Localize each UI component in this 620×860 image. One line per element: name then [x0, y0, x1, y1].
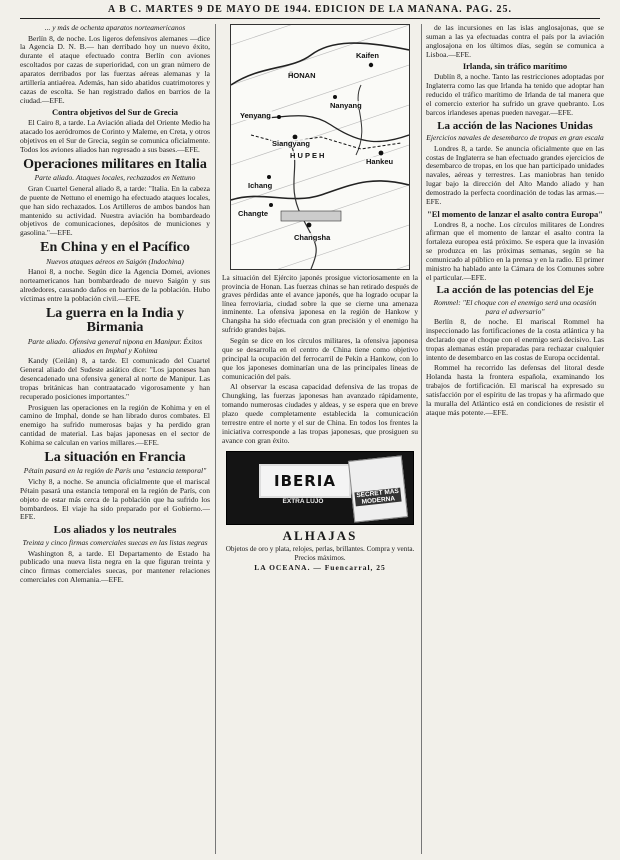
article-paragraph: Kandy (Ceilán) 8, a tarde. El comunicado del Cuartel General aliado del Sudeste asiático dice: "Los japoneses han desencadenado una ofensiva general al norte de Manipur. Las tropas británicas han contraatacado vigorosamente y han recuperado posiciones importantes."	[20, 356, 210, 401]
article-paragraph: El Cairo 8, a tarde. La Aviación aliada del Oriente Medio ha atacado los aeródromos de Corinto y Maleme, en Creta, y otros objetivos en el Sur de Grecia, según se comunica oficialmente. Todos los aviones aliados han regresado a sus bases.—EFE.	[20, 118, 210, 154]
war-map	[230, 24, 410, 270]
ad-subbrand: EXTRA LUJO	[282, 498, 324, 506]
headline-francia: La situación en Francia	[44, 449, 186, 465]
article-paragraph: Londres 8, a noche. Los círculos militares de Londres afirman que el momento de lanzar el asalto contra la fortaleza europea está próximo. Se espera que la invasión se produzca en las próximas semanas, según se ha comunicado al público en la prensa y en la radio. El primer ministro ha hablado ante la Cámara de los Comunes sobre el particular.—EFE.	[426, 219, 604, 282]
map-label-changte: Changte	[238, 209, 268, 218]
headline-aliados-neutrales: Los aliados y los neutrales	[53, 524, 177, 537]
map-label-nanyang: Nanyang	[330, 101, 362, 110]
column-rule	[421, 24, 422, 854]
ad-brand: IBERIA	[259, 464, 351, 498]
subheadline-saigon: Nuevos ataques aéreos en Saigón (Indochina)	[46, 256, 184, 266]
masthead: A B C. MARTES 9 DE MAYO DE 1944. EDICION DE LA MAÑANA. PAG. 25.	[20, 4, 600, 19]
subheadline-petain: Pétain pasará en la región de París una "estancia temporal"	[23, 466, 207, 476]
map-label-hupeh: H U P E H	[290, 151, 325, 160]
article-paragraph: Londres 8, a tarde. Se anuncia oficialmente que en las costas de Inglaterra se han efectuado grandes ejercicios de desembarco de tropas, en los que han participado unidades navales, aéreas y terrestres. Las maniobras han tenido lugar bajo la dirección del Alto Mando aliado y han demostrado la perfecta coordinación de todas las armas.—EFE.	[426, 143, 604, 206]
alhajas-heading: ALHAJAS	[282, 528, 358, 544]
headline-asalto-europa: "El momento de lanzar el asalto contra Europa"	[426, 208, 604, 219]
ad-box-text: SECRET MAS MODERNA	[354, 488, 401, 507]
article-paragraph: Según se dice en los círculos militares, la ofensiva japonesa que se desarrolla en el centro de China tiene como objetivo principal la ocupación del ferrocarril de Pekín a Hankow, con lo que los japoneses dominarían una de las principales líneas de comunicación del país.	[222, 336, 418, 381]
article-paragraph: Vichy 8, a noche. Se anuncia oficialmente que el mariscal Pétain pasará una estancia temporal en la región de París, con objeto de estar más cerca de la población que ha sufrido los bombardeos. El viaje ha sido preparado por el Gobierno.—EFE.	[20, 477, 210, 522]
article-paragraph: Dublín 8, a noche. Tanto las restricciones adoptadas por Inglaterra como las que Irlanda ha tenido que adoptar han reducido el tráfico marítimo de Irlanda de tal manera que el comercio exterior ha sufrido un grave quebranto. Los barcos irlandeses apenas pueden navegar.—EFE.	[426, 72, 604, 117]
article-paragraph: Rommel ha recorrido las defensas del litoral desde Holanda hasta la frontera española, examinando los trabajos de fortificación. El mariscal ha expresado su satisfacción por el espíritu de las tropas y ha afirmado que la muralla del Atlántico está en condiciones de resistir el ataque más potente.—EFE.	[426, 363, 604, 417]
article-paragraph: Al observar la escasa capacidad defensiva de las tropas de Chungking, las fuerzas japonesas han avanzado rápidamente, tomando numerosas ciudades y aldeas, y se espera que en breve plazo quede completamente establecida la comunicación terrestre entre el norte y el sur de China. En todos los frentes la iniciativa corresponde a las tropas japonesas, que prosiguen su avance con gran éxito.	[222, 382, 418, 445]
headline-potencias-eje: La acción de las potencias del Eje	[436, 284, 594, 297]
subheadline-desembarco: Ejercicios navales de desembarco de tropas en gran escala	[426, 133, 604, 143]
alhajas-footer: LA OCEANA. — Fuencarral, 25	[254, 562, 386, 572]
headline-italia: Operaciones militares en Italia	[23, 156, 207, 172]
article-paragraph: Berlín 8, de noche. Los ligeros defensivos alemanes —dice la Agencia D. N. B.— han derribado hoy un nuevo éxito, durante el ataque efectuado contra Berlín con aviones escoltados por cazas de superioridad, con un gran número de aparatos derribados por las fuerzas aéreas alemanas y la artillería antiaérea. Además, han sido abatidos cuatrimotores y cazas de escolta. Se han registrado daños en barrios de la ciudad.—EFE.	[20, 33, 210, 105]
column-1	[20, 24, 210, 854]
map-label-hankow: Hankeu	[366, 157, 394, 166]
column-2	[222, 24, 418, 854]
map-caption: La situación del Ejército japonés prosigue victoriosamente en la provincia de Honan. Las fuerzas chinas se han retirado después de graves pérdidas ante el avance japonés, que ha logrado ocupar la línea ferroviaria, ciudad sobre la que se cierne una amenaza inminente. La ofensiva japonesa en la región de Hankow y Changsha ha sido efectuada con gran precisión y el enemigo ha sufrido grandes bajas.	[222, 273, 418, 334]
map-label-siangyang: Siangyang	[272, 139, 310, 148]
map-label-yenyang: Yenyang	[240, 111, 271, 120]
column-3	[426, 24, 604, 854]
map-label-changsha: Changsha	[294, 233, 331, 242]
headline-grecia: Contra objetivos del Sur de Grecia	[52, 107, 178, 118]
headline-irlanda: Irlanda, sin tráfico marítimo	[462, 61, 568, 72]
alhajas-text: Objetos de oro y plata, relojes, perlas, brillantes. Compra y venta. Precios máximos.	[225, 545, 415, 563]
article-paragraph: Prosiguen las operaciones en la región de Kohima y en el camino de Imphal, donde se han librado duros combates. El enemigo ha sufrido numerosas bajas y ha perdido gran cantidad de material. Las bajas japonesas en el sector de Kohima se calculan en varios millares.—EFE.	[20, 402, 210, 447]
article-paragraph: Hanoi 8, a noche. Según dice la Agencia Domei, aviones norteamericanos han bombardeado de nuevo Saigón y sus alrededores, causando daños en barrios de la población. Hubo víctimas entre la población civil.—EFE.	[20, 267, 210, 303]
map-label-ichang: Ichang	[248, 181, 273, 190]
map-label-kaifeng: Kaifen	[356, 51, 379, 60]
article-paragraph: Washington 8, a tarde. El Departamento de Estado ha publicado una nueva lista negra en la que figuran treinta y cinco firmas comerciales suecas, por mantener relaciones comerciales con Alemania.—EFE.	[20, 548, 210, 585]
subheadline-rommel: Rommel: "El choque con el enemigo será una ocasión para el adversario"	[433, 297, 597, 316]
iberia-ad	[226, 451, 414, 525]
headline-china-pacifico: En China y en el Pacífico	[40, 240, 190, 256]
article-paragraph: Gran Cuartel General aliado 8, a tarde: "Italia. En la cabeza de puente de Nettuno el enemigo ha efectuado ataques locales, que han sido rechazados. Los Artilleros de ambos bandos han mantenido su actividad. Nuestra aviación ha bombardeado objetivos de comunicaciones, depósitos de municiones y gasolina."—EFE.	[20, 183, 210, 238]
column-rule	[215, 24, 216, 854]
article-paragraph: de las incursiones en las islas anglosajonas, que se suman a las ya efectuadas contra el país por la aviación anglosajona en los últimos días, según se comunica a Lisboa.—EFE.	[426, 24, 604, 59]
map-label-honan: HONAN	[288, 71, 316, 80]
subheadline-listas-negras: Treinta y cinco firmas comerciales suecas en las listas negras	[22, 537, 208, 547]
subheadline-italia: Parte aliado. Ataques locales, rechazados en Nettuno	[34, 173, 196, 183]
headline-naciones-unidas: La acción de las Naciones Unidas	[437, 119, 593, 132]
headline-india-birmania: La guerra en la India y Birmania	[45, 305, 185, 336]
article-paragraph: Berlín 8, de noche. El mariscal Rommel ha inspeccionado las fortificaciones de la costa atlántica y ha declarado que el choque con el enemigo será decisivo. Las tropas alemanas están preparadas para rechazar cualquier intento de desembarco en las costas de Europa occidental.	[426, 317, 604, 362]
intro-heading: ... y más de ochenta aparatos norteamericanos	[44, 24, 186, 32]
subheadline-manipur: Parte aliado. Ofensiva general nipona en Manipur. Éxitos aliados en Imphal y Kohima	[27, 337, 203, 355]
